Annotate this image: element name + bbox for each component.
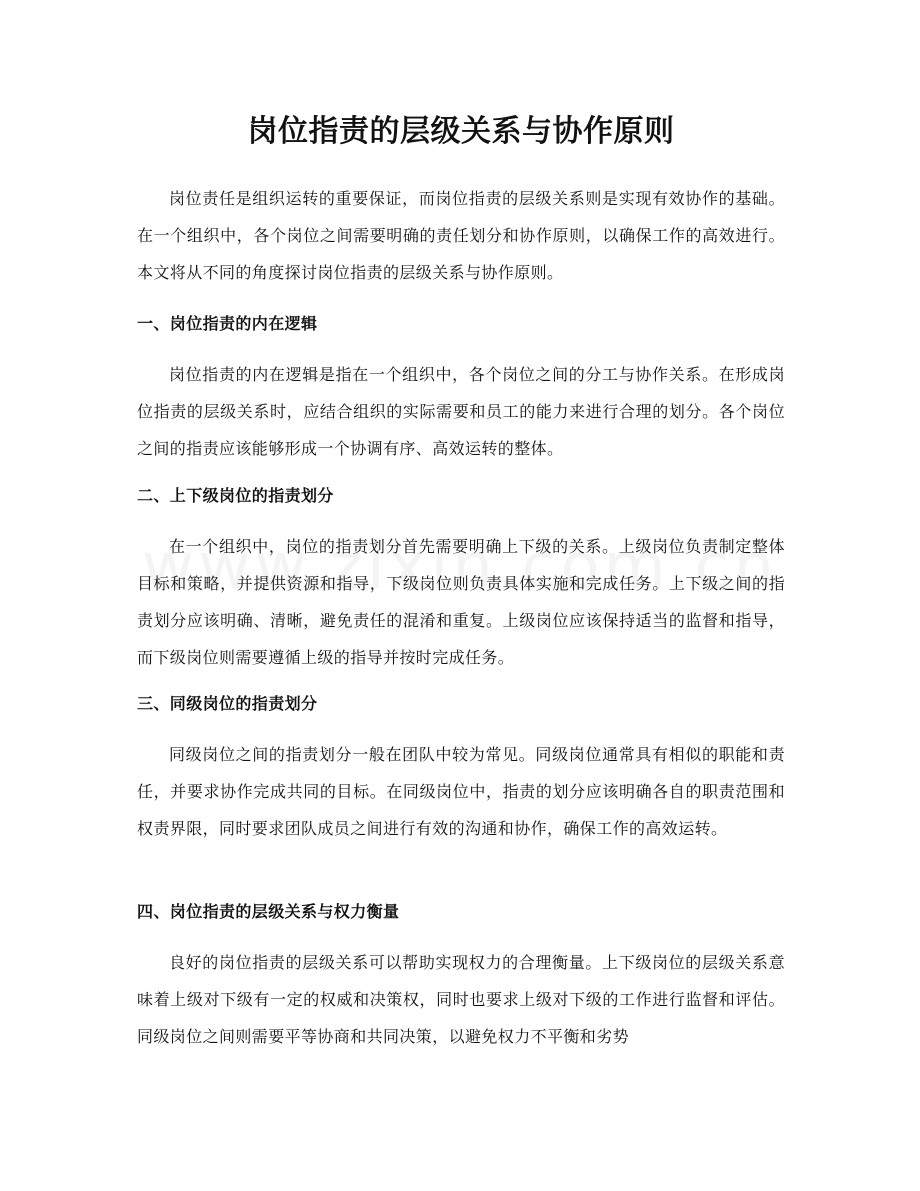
section-3-paragraph: 同级岗位之间的指责划分一般在团队中较为常见。同级岗位通常具有相似的职能和责任，并要求协作完成共同的目标。在同级岗位中，指责的划分应该明确各自的职责范围和权责界限，同时要求团队成员之间进行有效的沟通和协作，确保工作的高效运转。 (137, 745, 785, 838)
section-2-paragraph: 在一个组织中，岗位的指责划分首先需要明确上下级的关系。上级岗位负责制定整体目标和策略，并提供资源和指导，下级岗位则负责具体实施和完成任务。上下级之间的指责划分应该明确、清晰，避免责任的混淆和重复。上级岗位应该保持适当的监督和指导，而下级岗位则需要遵循上级的指导并按时完成任务。 (137, 537, 785, 667)
section-3-heading: 三、同级岗位的指责划分 (137, 694, 318, 713)
section-1-paragraph: 岗位指责的内在逻辑是指在一个组织中，各个岗位之间的分工与协作关系。在形成岗位指责的层级关系时，应结合组织的实际需要和员工的能力来进行合理的划分。各个岗位之间的指责应该能够形成一个协调有序、高效运转的整体。 (137, 365, 785, 458)
section-1-heading: 一、岗位指责的内在逻辑 (137, 314, 318, 333)
section-2-heading: 二、上下级岗位的指责划分 (137, 486, 334, 505)
document-title: 岗位指责的层级关系与协作原则 (247, 114, 675, 149)
section-4-paragraph: 良好的岗位指责的层级关系可以帮助实现权力的合理衡量。上下级岗位的层级关系意味着上级对下级有一定的权威和决策权，同时也要求上级对下级的工作进行监督和评估。同级岗位之间则需要平等协商和共同决策，以避免权力不平衡和劣势 (137, 953, 785, 1046)
intro-paragraph: 岗位责任是组织运转的重要保证，而岗位指责的层级关系则是实现有效协作的基础。在一个组织中，各个岗位之间需要明确的责任划分和协作原则，以确保工作的高效进行。本文将从不同的角度探讨岗位指责的层级关系与协作原则。 (137, 189, 785, 282)
section-4-heading: 四、岗位指责的层级关系与权力衡量 (137, 902, 400, 921)
